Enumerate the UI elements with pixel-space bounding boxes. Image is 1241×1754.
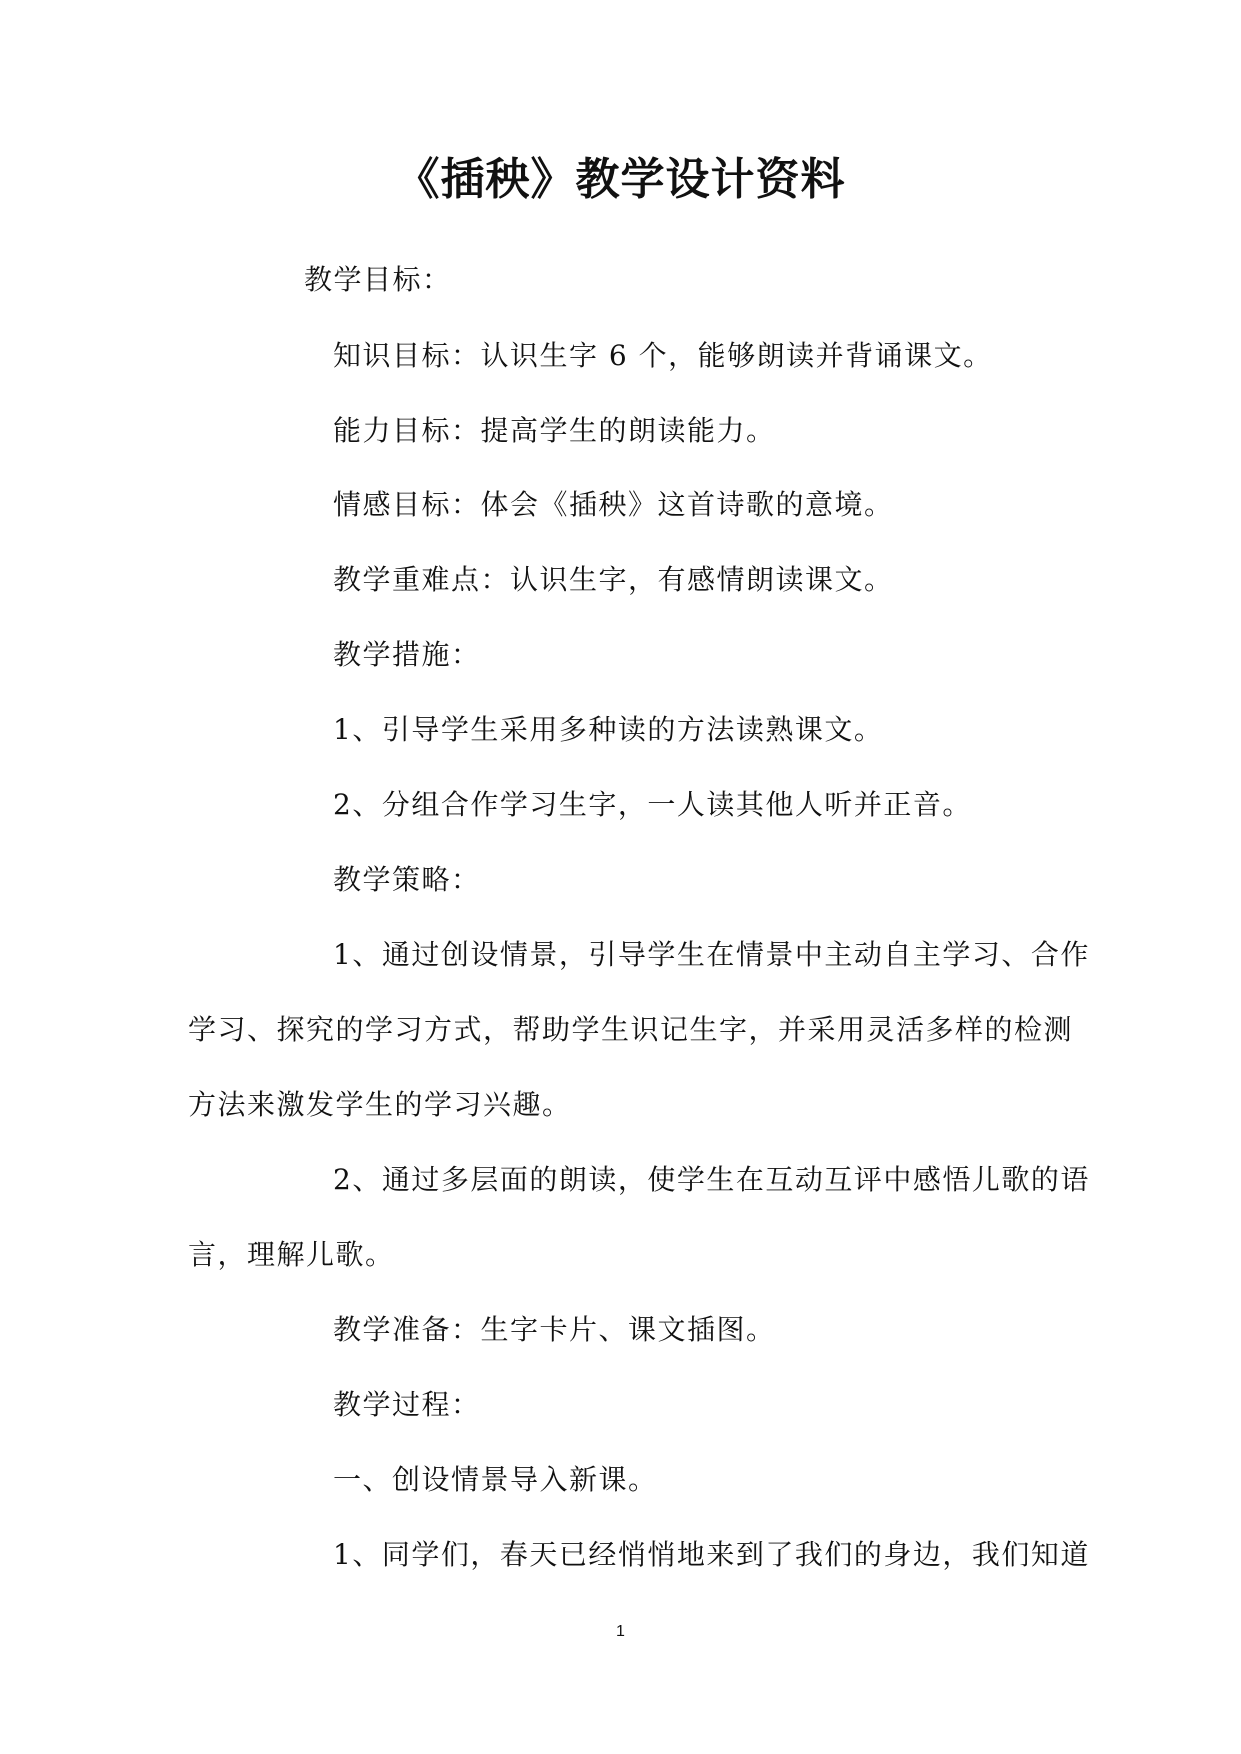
paragraph-line: 1、同学们，春天已经悄悄地来到了我们的身边，我们知道 xyxy=(333,1538,1090,1571)
paragraph-line: 能力目标：提高学生的朗读能力。 xyxy=(333,414,776,447)
paragraph-line: 一、创设情景导入新课。 xyxy=(333,1463,658,1496)
document-title: 《插秧》教学设计资料 xyxy=(395,154,846,205)
paragraph-line: 1、通过创设情景，引导学生在情景中主动自主学习、合作 xyxy=(333,938,1090,971)
paragraph-line: 知识目标：认识生字 6 个，能够朗读并背诵课文。 xyxy=(333,339,993,372)
paragraph-line: 教学重难点：认识生字，有感情朗读课文。 xyxy=(333,563,894,596)
paragraph-line: 学习、探究的学习方式，帮助学生识记生字，并采用灵活多样的检测 xyxy=(188,1013,1074,1046)
paragraph-line: 教学策略： xyxy=(333,863,481,896)
paragraph-line: 方法来激发学生的学习兴趣。 xyxy=(188,1088,572,1121)
paragraph-line: 教学准备：生字卡片、课文插图。 xyxy=(333,1313,776,1346)
paragraph-line: 1、引导学生采用多种读的方法读熟课文。 xyxy=(333,713,884,746)
paragraph-line: 2、分组合作学习生字，一人读其他人听并正音。 xyxy=(333,788,972,821)
paragraph-line: 2、通过多层面的朗读，使学生在互动互评中感悟儿歌的语 xyxy=(333,1163,1090,1196)
page-number: 1 xyxy=(616,1623,625,1640)
paragraph-line: 教学措施： xyxy=(333,638,481,671)
paragraph-line: 情感目标：体会《插秧》这首诗歌的意境。 xyxy=(333,488,894,521)
paragraph-line: 教学目标： xyxy=(304,263,452,296)
paragraph-line: 教学过程： xyxy=(333,1388,481,1421)
paragraph-line: 言，理解儿歌。 xyxy=(188,1238,395,1271)
